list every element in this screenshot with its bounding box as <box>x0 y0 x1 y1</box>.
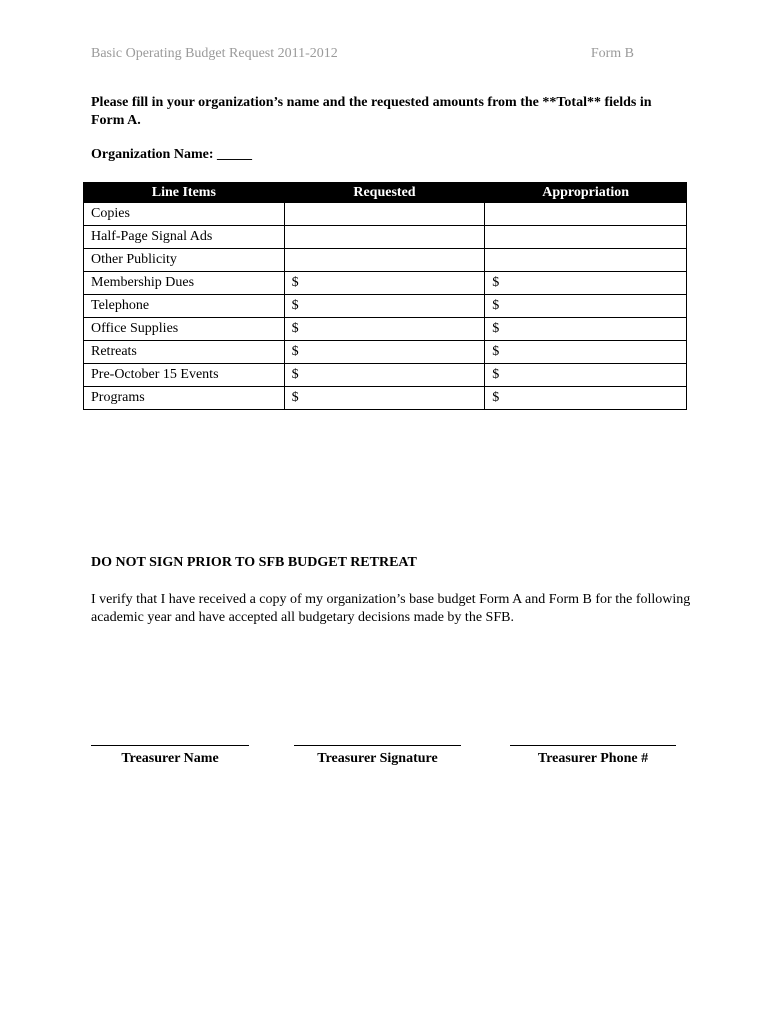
table-row <box>84 318 687 341</box>
table-row <box>84 203 687 226</box>
appropriation-cell[interactable] <box>485 249 687 272</box>
table-row <box>84 295 687 318</box>
requested-cell[interactable]: $ <box>284 341 485 364</box>
organization-name-field[interactable]: Organization Name: _____ <box>91 147 252 162</box>
table-row <box>84 364 687 387</box>
table-row <box>84 272 687 295</box>
table-row <box>84 387 687 410</box>
appropriation-cell[interactable] <box>485 203 687 226</box>
requested-cell[interactable]: $ <box>284 295 485 318</box>
document-title: Basic Operating Budget Request 2011-2012 <box>91 46 338 61</box>
appropriation-cell[interactable]: $ <box>485 295 687 318</box>
treasurer-name-signature-line[interactable] <box>91 745 249 767</box>
table-row <box>84 341 687 364</box>
line-item-cell: Retreats <box>84 341 285 364</box>
column-header-requested: Requested <box>284 183 485 203</box>
requested-cell[interactable]: $ <box>284 272 485 295</box>
verification-statement: I verify that I have received a copy of my organization’s base budget Form A and Form B for the following academic year and have accepted all budgetary decisions made by the SFB. <box>91 592 691 625</box>
line-item-cell: Office Supplies <box>84 318 285 341</box>
treasurer-phone-signature-line[interactable] <box>510 745 676 767</box>
line-item-cell: Pre-October 15 Events <box>84 364 285 387</box>
requested-cell[interactable] <box>284 203 485 226</box>
line-item-cell: Copies <box>84 203 285 226</box>
line-item-cell: Programs <box>84 387 285 410</box>
table-row <box>84 226 687 249</box>
treasurer-name-label: Treasurer Name <box>121 751 219 766</box>
table-header-row <box>84 183 687 203</box>
appropriation-cell[interactable]: $ <box>485 318 687 341</box>
line-item-cell: Other Publicity <box>84 249 285 272</box>
line-item-cell: Membership Dues <box>84 272 285 295</box>
requested-cell[interactable] <box>284 226 485 249</box>
form-label: Form B <box>590 46 634 61</box>
appropriation-cell[interactable]: $ <box>485 341 687 364</box>
appropriation-cell[interactable]: $ <box>485 272 687 295</box>
line-item-cell: Half-Page Signal Ads <box>84 226 285 249</box>
retreat-warning-heading: DO NOT SIGN PRIOR TO SFB BUDGET RETREAT <box>91 555 417 570</box>
requested-cell[interactable]: $ <box>284 318 485 341</box>
budget-table <box>83 182 687 410</box>
treasurer-phone-label: Treasurer Phone # <box>537 751 649 766</box>
column-header-appropriation: Appropriation <box>485 183 687 203</box>
page-header <box>91 46 634 62</box>
instructions: Please fill in your organization’s name and the requested amounts from the **Total** fields in Form A. <box>91 95 652 128</box>
column-header-line-items: Line Items <box>84 183 285 203</box>
requested-cell[interactable]: $ <box>284 387 485 410</box>
appropriation-cell[interactable]: $ <box>485 364 687 387</box>
requested-cell[interactable] <box>284 249 485 272</box>
line-item-cell: Telephone <box>84 295 285 318</box>
treasurer-signature-label: Treasurer Signature <box>317 751 438 766</box>
requested-cell[interactable]: $ <box>284 364 485 387</box>
treasurer-signature-line[interactable] <box>294 745 461 767</box>
appropriation-cell[interactable]: $ <box>485 387 687 410</box>
appropriation-cell[interactable] <box>485 226 687 249</box>
table-row <box>84 249 687 272</box>
